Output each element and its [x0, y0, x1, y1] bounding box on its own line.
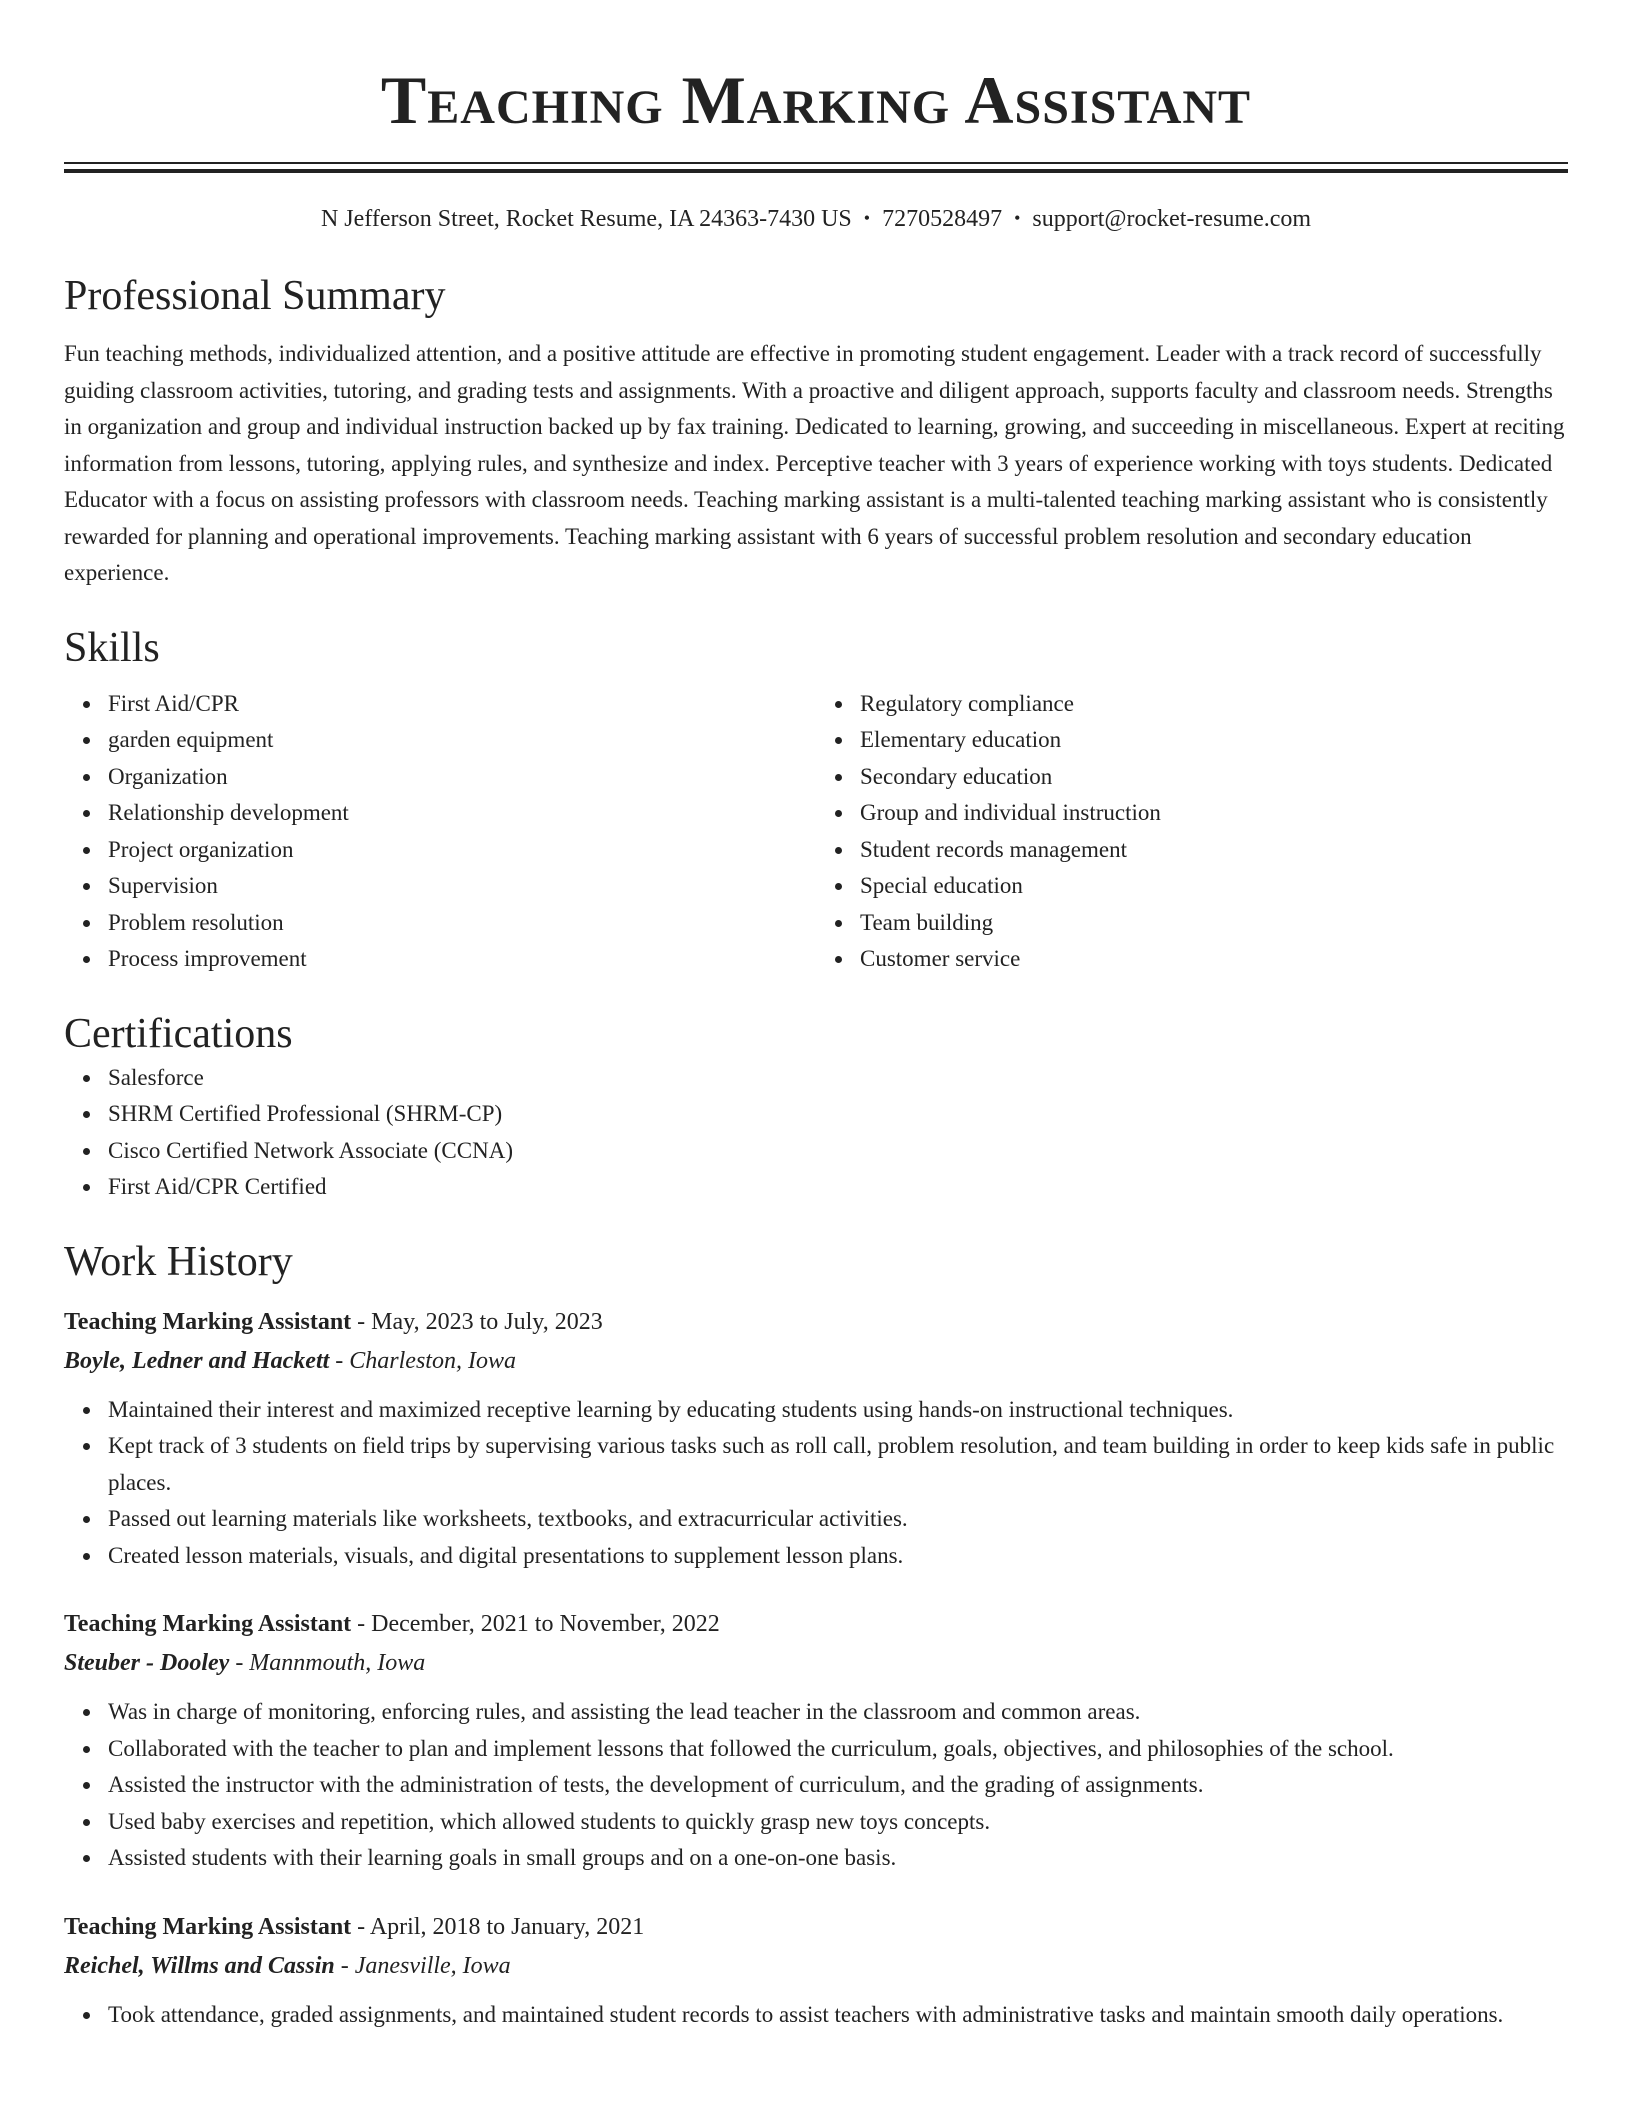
work-history-heading: Work History [64, 1238, 293, 1285]
job-company-line [64, 1644, 1568, 1682]
job-company-line [64, 1947, 1568, 1985]
skill-item: Process improvement [108, 941, 816, 978]
job-duty-item: Was in charge of monitoring, enforcing rules, and assisting the lead teacher in the classroom and common areas. [108, 1694, 1568, 1731]
skill-item: Customer service [860, 941, 1568, 978]
skill-item: Special education [860, 868, 1568, 905]
job-duty-item: Created lesson materials, visuals, and digital presentations to supplement lesson plans. [108, 1538, 1568, 1575]
job-title-line [64, 1907, 1568, 1947]
certification-item: Cisco Certified Network Associate (CCNA) [108, 1133, 1568, 1170]
job-duty-item: Assisted the instructor with the administration of tests, the development of curriculum, and the grading of assignments. [108, 1767, 1568, 1804]
contact-address: N Jefferson Street, Rocket Resume, IA 24363-7430 US [320, 206, 852, 232]
summary-text: Fun teaching methods, individualized attention, and a positive attitude are effective in promoting student engagement. Leader with a track record of successfully guiding classroom activities, tutoring, and grading tests and assignments. With a proactive and diligent approach, supports faculty and classroom needs. Strengths in organization and group and individual instruction backed up by fax training. Dedicated to learning, growing, and succeeding in miscellaneous. Expert at reciting information from lessons, tutoring, applying rules, and synthesize and index. Perceptive teacher with 3 years of experience working with toys students. Dedicated Educator with a focus on assisting professors with classroom needs. Teaching marking assistant is a multi-talented teaching marking assistant who is consistently rewarded for planning and operational improvements. Teaching marking assistant with 6 years of successful problem resolution and secondary education experience. [64, 341, 1565, 585]
certification-item: Salesforce [108, 1060, 1568, 1097]
certification-item: SHRM Certified Professional (SHRM-CP) [108, 1096, 1568, 1133]
skill-item: Student records management [860, 832, 1568, 869]
job-location: - Mannmouth, Iowa [229, 1650, 426, 1676]
job-title-line [64, 1604, 1568, 1644]
job-role: Teaching Marking Assistant [64, 1308, 352, 1335]
skills-columns [64, 686, 1568, 978]
job-entry [64, 1302, 1568, 1575]
job-duty-item: Collaborated with the teacher to plan and implement lessons that followed the curriculum, goals, objectives, and philosophies of the school. [108, 1731, 1568, 1768]
job-entry [64, 1907, 1568, 2034]
job-location: - Charleston, Iowa [329, 1347, 516, 1374]
job-role: Teaching Marking Assistant [64, 1913, 352, 1940]
job-duties-list [64, 1997, 1568, 2034]
job-dates: - December, 2021 to November, 2022 [351, 1611, 720, 1637]
job-company: Boyle, Ledner and Hackett [64, 1347, 330, 1374]
contact-phone: 7270528497 [882, 206, 1003, 232]
job-duty-item: Assisted students with their learning goals in small groups and on a one-on-one basis. [108, 1840, 1568, 1877]
contact-line [64, 201, 1568, 236]
skill-item: Supervision [108, 868, 816, 905]
skill-item: Project organization [108, 832, 816, 869]
job-company-line [64, 1342, 1568, 1380]
certifications-heading: Certifications [64, 1010, 293, 1057]
skill-item: Elementary education [860, 722, 1568, 759]
job-dates: - April, 2018 to January, 2021 [351, 1913, 645, 1940]
summary-heading: Professional Summary [64, 273, 446, 319]
skill-item: Organization [108, 759, 816, 796]
job-duty-item: Kept track of 3 students on field trips by supervising various tasks such as roll call, problem resolution, and team building in order to keep kids safe in public places. [108, 1428, 1568, 1501]
certification-item: First Aid/CPR Certified [108, 1169, 1568, 1206]
skill-item: Problem resolution [108, 905, 816, 942]
resume-name: Teaching Marking Assistant [380, 62, 1252, 138]
certifications-list [64, 1060, 1568, 1206]
job-duties-list [64, 1392, 1568, 1575]
job-company: Steuber - Dooley [64, 1650, 230, 1676]
skill-item: Relationship development [108, 795, 816, 832]
job-title-line [64, 1302, 1568, 1342]
contact-separator: • [863, 208, 871, 228]
skill-item: Group and individual instruction [860, 795, 1568, 832]
skill-item: Secondary education [860, 759, 1568, 796]
job-company: Reichel, Willms and Cassin [64, 1952, 335, 1979]
skills-heading: Skills [64, 624, 160, 671]
skill-item: garden equipment [108, 722, 816, 759]
job-duty-item: Used baby exercises and repetition, which allowed students to quickly grasp new toys concepts. [108, 1804, 1568, 1841]
skill-item: First Aid/CPR [108, 686, 816, 723]
job-duty-item: Took attendance, graded assignments, and maintained student records to assist teachers with administrative tasks and maintain smooth daily operations. [108, 1997, 1568, 2034]
job-entry [64, 1604, 1568, 1877]
contact-separator: • [1014, 208, 1021, 228]
resume-page [64, 0, 1568, 2033]
job-duty-item: Maintained their interest and maximized receptive learning by educating students using hands-on instructional techniques. [108, 1392, 1568, 1429]
job-role: Teaching Marking Assistant [64, 1611, 352, 1637]
skill-item: Regulatory compliance [860, 686, 1568, 723]
skills-right-list [816, 686, 1568, 978]
header-divider [64, 162, 1568, 173]
contact-email: support@rocket-resume.com [1032, 206, 1312, 232]
job-duty-item: Passed out learning materials like worksheets, textbooks, and extracurricular activities. [108, 1501, 1568, 1538]
job-dates: - May, 2023 to July, 2023 [351, 1308, 603, 1335]
job-duties-list [64, 1694, 1568, 1877]
skills-left-list [64, 686, 816, 978]
skill-item: Team building [860, 905, 1568, 942]
job-location: - Janesville, Iowa [334, 1952, 511, 1979]
